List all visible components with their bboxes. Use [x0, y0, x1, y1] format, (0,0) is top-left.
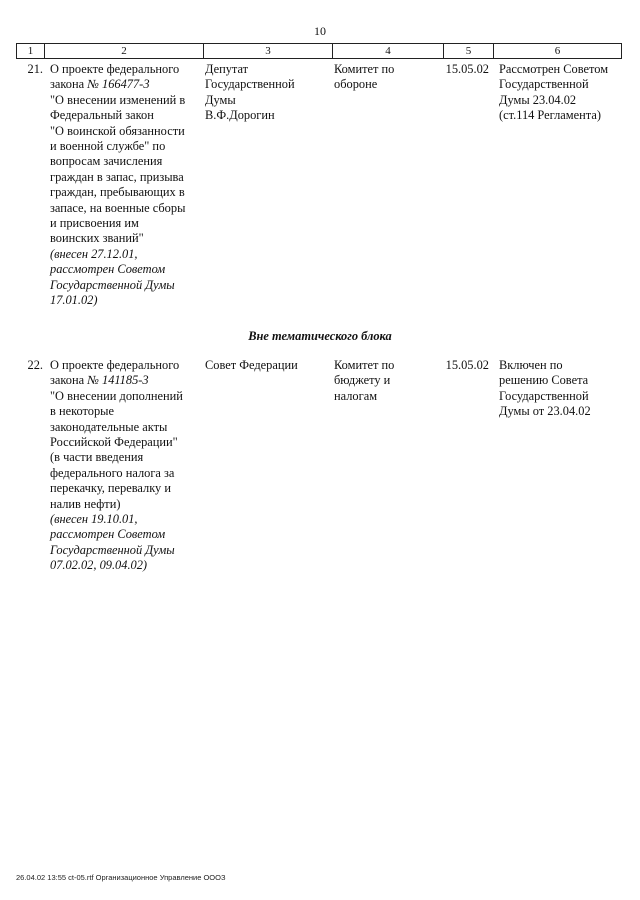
- author-cell: [203, 358, 332, 574]
- bill-title-line: законодательные акты: [50, 419, 168, 434]
- bill-title-line: перекачку, перевалку и: [50, 481, 171, 496]
- bill-title-line: Российской Федерации": [50, 435, 178, 450]
- status-line: Думы от 23.04.02: [499, 404, 591, 419]
- bill-title-line: "О внесении изменений в: [50, 92, 186, 107]
- committee-line: обороне: [334, 77, 378, 92]
- bill-title-line: (в части введения: [50, 450, 144, 465]
- column-header-4: 4: [333, 44, 444, 58]
- bill-title-line: налив нефти): [50, 496, 121, 511]
- status-line: Государственной: [499, 77, 589, 92]
- bill-title-word: закона: [50, 373, 85, 388]
- bill-title-line: и военной службе" по: [50, 139, 166, 154]
- bill-number: № 166477-3: [87, 77, 150, 92]
- committee-cell: [332, 358, 443, 574]
- bill-title-cell: [48, 62, 203, 309]
- bill-title-line: в некоторые: [50, 404, 114, 419]
- bill-title-line: "О внесении дополнений: [50, 388, 183, 403]
- bill-title-line: запасе, на военные сборы: [50, 200, 186, 215]
- bill-note-line: (внесен 27.12.01,: [50, 246, 138, 261]
- committee-line: бюджету и: [334, 373, 391, 388]
- row-number: 22.: [27, 358, 43, 372]
- column-header-6: 6: [554, 45, 561, 57]
- page-number: 10: [314, 24, 326, 38]
- bill-title-line: вопросам зачисления: [50, 154, 163, 169]
- status-line: Включен по: [499, 358, 563, 372]
- bill-title-line: воинских званий": [50, 231, 144, 246]
- committee-line: Комитет по: [334, 358, 395, 372]
- status-cell: [493, 62, 622, 309]
- bill-title-line: и присвоения им: [50, 216, 139, 231]
- status-cell: [493, 358, 622, 574]
- author-line: Депутат: [205, 62, 249, 76]
- bill-title-line: "О воинской обязанности: [50, 123, 185, 138]
- author-line: Государственной: [205, 77, 295, 92]
- status-line: решению Совета: [499, 373, 589, 388]
- bill-note-line: (внесен 19.10.01,: [50, 512, 138, 527]
- row-number: 21.: [27, 62, 43, 76]
- status-line: Государственной: [499, 388, 589, 403]
- committee-line: Комитет по: [334, 62, 395, 76]
- table-row: [16, 62, 622, 309]
- column-header-2: 2: [45, 44, 204, 58]
- date-cell: 15.05.02: [445, 62, 489, 76]
- status-line: Рассмотрен Советом: [499, 62, 609, 76]
- column-header-5: 5: [444, 44, 494, 58]
- table-row: [16, 358, 622, 574]
- section-title: Вне тематического блока: [248, 329, 392, 343]
- column-header-3: 3: [204, 44, 333, 58]
- author-line: Совет Федерации: [205, 358, 298, 372]
- author-cell: [203, 62, 332, 309]
- column-header-1: 1: [17, 44, 45, 58]
- bill-title-line: федерального налога за: [50, 465, 175, 480]
- bill-title-line: Федеральный закон: [50, 108, 154, 123]
- bill-note-line: 07.02.02, 09.04.02): [50, 558, 148, 573]
- status-line: Думы 23.04.02: [499, 92, 577, 107]
- bill-title-cell: [48, 358, 203, 574]
- committee-cell: [332, 62, 443, 309]
- author-line: В.Ф.Дорогин: [205, 108, 275, 123]
- bill-title-line: О проекте федерального: [50, 358, 180, 372]
- date-cell: 15.05.02: [445, 358, 489, 372]
- status-line: (ст.114 Регламента): [499, 108, 601, 123]
- bill-note-line: 17.01.02): [50, 293, 98, 308]
- bill-number: № 141185-3: [87, 373, 149, 388]
- bill-note-line: рассмотрен Советом: [50, 262, 166, 277]
- bill-title-line: [50, 77, 203, 92]
- page-footer: 26.04.02 13:55 ct-05.rtf Организационное Управление ОООЗ: [16, 873, 226, 882]
- bill-note-line: рассмотрен Советом: [50, 527, 166, 542]
- bill-title-line: [50, 373, 203, 388]
- bill-title-line: О проекте федерального: [50, 62, 180, 76]
- committee-line: налогам: [334, 388, 378, 403]
- bill-title-line: граждан, пребывающих в: [50, 185, 185, 200]
- author-line: Думы: [205, 92, 236, 107]
- bill-title-line: граждан в запас, призыва: [50, 169, 184, 184]
- bill-title-word: закона: [50, 77, 85, 92]
- column-header-row: [16, 43, 622, 59]
- bill-note-line: Государственной Думы: [50, 277, 175, 292]
- bill-note-line: Государственной Думы: [50, 542, 175, 557]
